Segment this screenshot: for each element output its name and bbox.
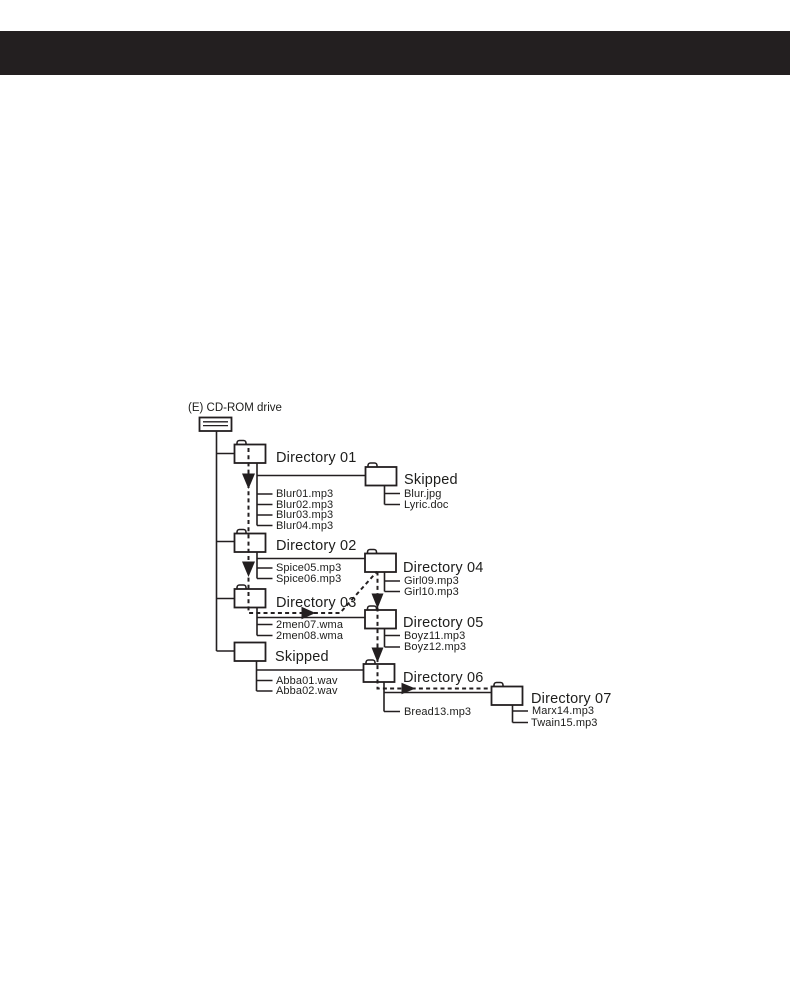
directory-02-label: Directory 02 [276,538,357,554]
file-label: Twain15.mp3 [531,716,598,729]
folder-icon-skipped-1 [366,463,397,486]
arrow-down-icon-2 [242,562,255,578]
file-label: Boyz12.mp3 [404,641,467,653]
folder-icon-skipped-2 [235,643,266,662]
file-label: Abba02.wav [276,685,338,697]
file-label: Blur03.mp3 [276,509,334,521]
file-label: Spice06.mp3 [276,572,342,585]
cdrom-drive-label: (E) CD-ROM drive [188,402,282,414]
directory-01-label: Directory 01 [276,450,357,466]
cdrom-drive-icon [200,418,232,432]
skipped-1-label: Skipped [404,471,458,488]
file-label: Spice05.mp3 [276,562,342,574]
directory-06-label: Directory 06 [403,669,484,686]
directory-04-label: Directory 04 [403,559,484,576]
folder-icon-directory-03 [235,585,266,608]
file-label: Girl10.mp3 [404,585,459,598]
file-label: Lyric.doc [404,498,449,511]
folder-icon-directory-07 [492,683,523,706]
file-label: Blur01.mp3 [276,488,334,500]
file-label: Marx14.mp3 [532,705,595,717]
file-label: Bread13.mp3 [404,705,472,718]
file-label: Blur04.mp3 [276,519,334,532]
folder-icon-directory-06 [364,660,395,682]
folder-icon-directory-05 [365,606,396,629]
tree-trunk-line [217,431,235,651]
file-label: Abba01.wav [276,674,338,687]
file-label: 2men07.wma [276,618,344,631]
file-label: Blur02.mp3 [276,498,334,511]
file-label: Blur.jpg [404,487,442,500]
file-label: 2men08.wma [276,629,344,642]
directory-03-label: Directory 03 [276,594,357,611]
file-label: Boyz11.mp3 [404,629,466,642]
folder-icon-directory-02 [235,530,266,553]
dir04-file-lines [385,572,401,592]
directory-07-label: Directory 07 [531,690,612,707]
dir05-file-lines [385,629,401,648]
skipped1-file-lines [385,486,401,505]
folder-icon-directory-01 [235,441,266,464]
skipped-2-label: Skipped [275,648,329,665]
dir07-file-lines [513,705,529,723]
folder-icon-directory-04 [365,550,396,573]
file-label: Girl09.mp3 [404,575,459,587]
arrow-down-icon-1 [242,474,255,490]
directory-05-label: Directory 05 [403,615,484,631]
